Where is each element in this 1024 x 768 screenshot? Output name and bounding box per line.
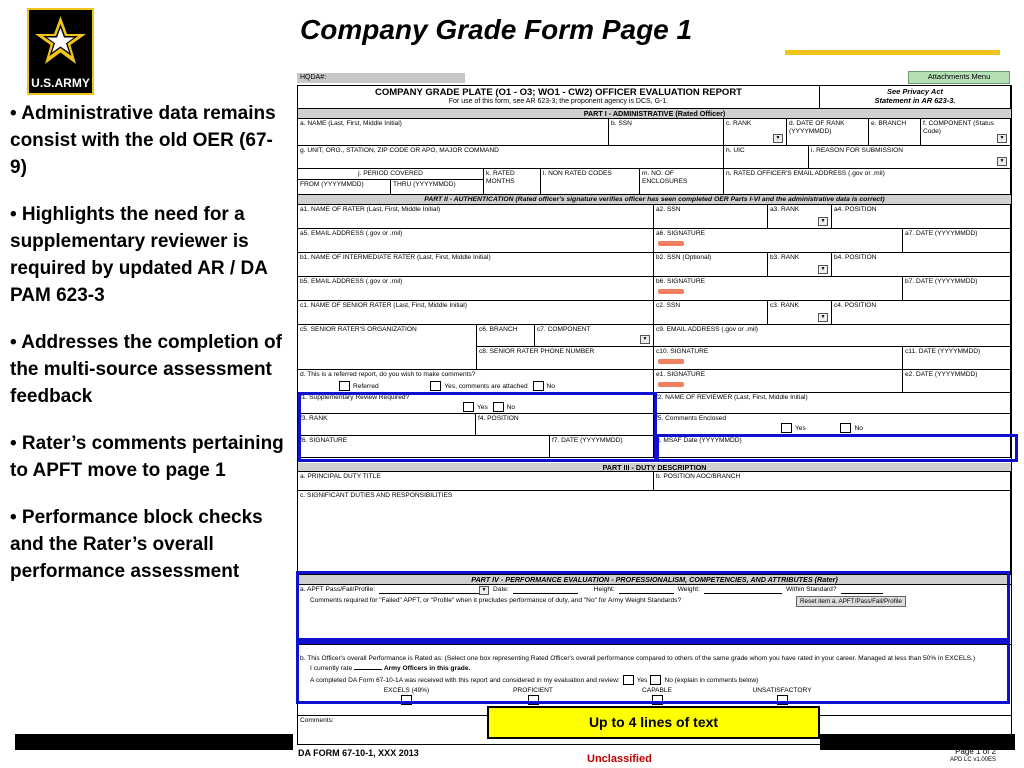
intermediate-rater-signature-field[interactable]: [654, 277, 903, 301]
sr-branch-field[interactable]: c6. BRANCH: [477, 325, 535, 347]
rank-label: c. RANK: [726, 120, 752, 127]
part3-header: PART III - DUTY DESCRIPTION: [298, 463, 1011, 472]
comments-enclosed: [654, 414, 1011, 436]
apd-version: APD LC v1.00ES: [950, 757, 997, 763]
bullet-item: • Addresses the completion of the multi-source assessment feedback: [10, 332, 282, 407]
slide-title: Company Grade Form Page 1: [300, 14, 693, 45]
sr-signature-label: c10. SIGNATURE: [656, 348, 709, 355]
ir-signature-label: b6. SIGNATURE: [656, 278, 705, 285]
referred-question: d. This is a referred report, do you wish to make comments?: [300, 371, 476, 378]
unit-field[interactable]: g. UNIT, ORG., STATION, ZIP CODE OR APO, MAJOR COMMAND: [298, 146, 724, 169]
rated-email-field[interactable]: n. RATED OFFICER'S EMAIL ADDRESS (.gov or .mil): [724, 169, 1011, 195]
highlight-box-supplementary: [298, 392, 657, 462]
attachments-menu-button[interactable]: Attachments Menu: [908, 71, 1010, 84]
no-label: No: [506, 403, 516, 411]
date-of-rank-field[interactable]: d. DATE OF RANK (YYYYMMDD): [787, 119, 869, 146]
rater-email-field[interactable]: a5. EMAIL ADDRESS (.gov or .mil): [298, 229, 654, 253]
form-subtitle: For use of this form, see AR 623-3; the proponent agency is DCS, G-1.: [448, 98, 669, 106]
form-id: DA FORM 67-10-1, XXX 2013: [298, 748, 419, 758]
sr-date-field[interactable]: c11. DATE (YYYYMMDD): [903, 347, 1011, 370]
from-date-field[interactable]: FROM (YYYYMMDD): [298, 180, 391, 195]
chevron-down-icon[interactable]: ▼: [818, 265, 828, 274]
rank-field[interactable]: [724, 119, 787, 146]
referred-label: Referred: [353, 382, 379, 390]
reviewer-date-field[interactable]: f7. DATE (YYYYMMDD): [550, 436, 654, 458]
no-label: No: [546, 382, 555, 390]
form-title: COMPANY GRADE PLATE (O1 - O3; WO1 - CW2) OFFICER EVALUATION REPORT: [375, 87, 742, 98]
senior-rater-rank-field[interactable]: [768, 301, 832, 325]
signature-button[interactable]: [658, 382, 684, 387]
uic-field[interactable]: h. UIC: [724, 146, 809, 169]
intermediate-rater-ssn-field[interactable]: b2. SSN (Optional): [654, 253, 768, 277]
rater-date-field[interactable]: a7. DATE (YYYYMMDD): [903, 229, 1011, 253]
intermediate-rater-email-field[interactable]: b5. EMAIL ADDRESS (.gov or .mil): [298, 277, 654, 301]
reset-apft-button[interactable]: Reset item a. APFT/Pass/Fail/Profile: [796, 596, 906, 607]
name-field[interactable]: a. NAME (Last, First, Middle Initial): [298, 119, 609, 146]
footer-bar-left: [15, 734, 293, 750]
enclosed-no-checkbox[interactable]: [840, 423, 851, 433]
reviewer-rank-field[interactable]: f3. RANK: [298, 414, 476, 436]
form-header: [298, 86, 820, 109]
period-label: j. PERIOD COVERED: [298, 169, 483, 180]
position-aoc-field[interactable]: b. POSITION AOC/BRANCH: [654, 472, 1011, 491]
comments-enclosed-label: f5. Comments Enclosed: [656, 415, 726, 422]
privacy-line-2: Statement in AR 623-3.: [874, 96, 956, 105]
unsatisfactory-label: UNSATISFACTORY: [752, 686, 812, 694]
msaf-date-field[interactable]: g. MSAF Date (YYYYMMDD): [654, 436, 1011, 458]
reason-field[interactable]: [809, 146, 1011, 169]
signature-button[interactable]: [658, 359, 684, 364]
currently-rate-label: I currently rate: [310, 664, 353, 672]
capable-label: CAPABLE: [642, 686, 672, 694]
bullet-item: • Rater’s comments pertaining to APFT move to page 1: [10, 433, 284, 481]
sr-email-field[interactable]: c9. EMAIL ADDRESS (.gov or .mil): [654, 325, 1011, 347]
callout-box: Up to 4 lines of text: [487, 706, 820, 739]
significant-duties-field[interactable]: c. SIGNIFICANT DUTIES AND RESPONSIBILITIES: [298, 491, 1011, 575]
chevron-down-icon[interactable]: ▼: [997, 157, 1007, 166]
title-underline: [785, 50, 1000, 55]
logo-text: U.S.ARMY: [31, 76, 90, 90]
component-label: f. COMPONENT (Status Code): [923, 120, 994, 135]
e1-label: e1. SIGNATURE: [656, 371, 705, 378]
army-officers-label: Army Officers in this grade.: [383, 664, 471, 672]
intermediate-rater-name-field[interactable]: b1. NAME OF INTERMEDIATE RATER (Last, First, Middle Initial): [298, 253, 654, 277]
ssn-field[interactable]: b. SSN: [609, 119, 724, 146]
army-star-icon: [34, 14, 87, 69]
part4-header: PART IV - PERFORMANCE EVALUATION - PROFESSIONALISM, COMPETENCIES, AND ATTRIBUTES (Rater): [298, 575, 1011, 585]
rater-rank-field[interactable]: [768, 205, 832, 229]
yes-label: Yes: [477, 403, 488, 411]
rater-ssn-field[interactable]: a2. SSN: [654, 205, 768, 229]
nonrated-codes-field[interactable]: l. NON RATED CODES: [541, 169, 640, 195]
branch-field[interactable]: e. BRANCH: [869, 119, 921, 146]
reviewer-position-field[interactable]: f4. POSITION: [476, 414, 654, 436]
comments-field[interactable]: Comments:: [300, 717, 334, 724]
sr-rank-label: c3. RANK: [770, 302, 799, 309]
highlight-box-apft: [296, 571, 1010, 641]
hqda-field[interactable]: HQDA#:: [297, 73, 465, 83]
rated-signature-field[interactable]: [654, 370, 903, 393]
highlight-box-performance: [296, 641, 1010, 704]
excels-label: EXCELS (49%): [383, 686, 430, 694]
signature-button[interactable]: [658, 289, 684, 294]
ir-rank-label: b3. RANK: [770, 254, 800, 261]
yes-attached-checkbox[interactable]: [430, 381, 441, 391]
component-field[interactable]: [921, 119, 1011, 146]
rater-signature-label: a6. SIGNATURE: [656, 230, 705, 237]
overall-performance-label: b. This Officer's overall Performance is Rated as: (Select one box representing Rated Officer's overall performance compared to others of the same grade whom you have rated in your career. Managed at less than 50% in EXCELS.): [300, 655, 976, 662]
thru-date-field[interactable]: THRU (YYYYMMDD): [393, 180, 456, 188]
proficient-label: PROFICIENT: [513, 686, 553, 694]
height-label: Height:: [593, 586, 615, 594]
chevron-down-icon[interactable]: ▼: [997, 134, 1007, 143]
completed-form-label: A completed DA Form 67-10-1A was received with this report and considered in my evaluation and review:: [310, 676, 620, 684]
supp-review-label: f1. Supplementary Review Required?: [300, 394, 410, 401]
senior-rater-name-field[interactable]: c1. NAME OF SENIOR RATER (Last, First, Middle Initial): [298, 301, 654, 325]
page-number: Page 1 of 2: [955, 747, 997, 756]
page-info: [950, 747, 996, 765]
referred-checkbox[interactable]: [339, 381, 350, 391]
privacy-act-note: [820, 86, 1011, 109]
bullet-item: • Administrative data remains consist with the old OER (67-9): [10, 103, 276, 178]
rater-signature-field[interactable]: [654, 229, 903, 253]
chevron-down-icon[interactable]: ▼: [640, 335, 650, 344]
rater-position-field[interactable]: a4. POSITION: [832, 205, 1011, 229]
part1-header: PART I - ADMINISTRATIVE (Rated Officer): [298, 109, 1011, 119]
yes-label: Yes: [636, 676, 648, 684]
bullet-list: [10, 100, 285, 605]
referred-report: [298, 370, 654, 393]
enclosed-yes-checkbox[interactable]: [781, 423, 792, 433]
sr-component-label: c7. COMPONENT: [537, 326, 591, 333]
intermediate-rater-position-field[interactable]: b4. POSITION: [832, 253, 1011, 277]
reviewer-name-field[interactable]: f2. NAME OF REVIEWER (Last, First, Middle Initial): [654, 393, 1011, 414]
no-label: No: [854, 424, 863, 432]
chevron-down-icon[interactable]: ▼: [818, 313, 828, 322]
apft-label: a. APFT Pass/Fail/Profile:: [300, 586, 376, 594]
senior-rater-position-field[interactable]: c4. POSITION: [832, 301, 1011, 325]
intermediate-rater-date-field[interactable]: b7. DATE (YYYYMMDD): [903, 277, 1011, 301]
privacy-line-1: See Privacy Act: [886, 87, 943, 96]
army-logo: [27, 8, 94, 95]
sr-organization-field[interactable]: c5. SENIOR RATER'S ORGANIZATION: [298, 325, 477, 370]
rater-rank-label: a3. RANK: [770, 206, 800, 213]
within-standard-label: Within Standard?: [785, 586, 837, 594]
rater-name-field[interactable]: a1. NAME OF RATER (Last, First, Middle Initial): [298, 205, 654, 229]
classification-label: Unclassified: [587, 753, 652, 765]
bullet-item: • Highlights the need for a supplementary reviewer is required by updated AR / DA PAM 623-3: [10, 204, 268, 306]
no-explain-label: No (explain in comments below): [664, 676, 759, 684]
intermediate-rater-rank-field[interactable]: [768, 253, 832, 277]
signature-button[interactable]: [658, 241, 684, 246]
bullet-item: • Performance block checks and the Rater’s overall performance assessment: [10, 507, 263, 582]
period-covered: [298, 169, 484, 195]
rated-date-field[interactable]: e2. DATE (YYYYMMDD): [903, 370, 1011, 393]
sr-phone-field[interactable]: c8. SENIOR RATER PHONE NUMBER: [477, 347, 654, 370]
comments-required-label: Comments required for "Failed" APFT, or "Profile" when it precludes performance of duty, and "No" for Army Weight Standards?: [310, 597, 682, 604]
yes-attached-label: Yes, comments are attached: [444, 382, 528, 390]
senior-rater-ssn-field[interactable]: c2. SSN: [654, 301, 768, 325]
sr-signature-field[interactable]: [654, 347, 903, 370]
chevron-down-icon[interactable]: ▼: [479, 586, 489, 595]
sr-component-field[interactable]: [535, 325, 654, 347]
chevron-down-icon[interactable]: ▼: [818, 217, 828, 226]
rated-months-field[interactable]: k. RATED MONTHS: [484, 169, 541, 195]
enclosures-field[interactable]: m. NO. OF ENCLOSURES: [640, 169, 724, 195]
no-checkbox[interactable]: [533, 381, 544, 391]
duty-title-field[interactable]: a. PRINCIPAL DUTY TITLE: [298, 472, 654, 491]
chevron-down-icon[interactable]: ▼: [773, 134, 783, 143]
weight-label: Weight:: [677, 586, 700, 594]
date-label: Date:: [493, 586, 509, 594]
part2-header: PART II - AUTHENTICATION (Rated officer's signature verifies officer has seen completed OER Parts I-VI and the administrative data is correct): [298, 195, 1011, 205]
reviewer-signature-field[interactable]: f6. SIGNATURE: [298, 436, 550, 458]
highlight-box-msaf: [656, 434, 1018, 462]
yes-label: Yes: [795, 424, 806, 432]
reason-label: i. REASON FOR SUBMISSION: [811, 147, 903, 154]
